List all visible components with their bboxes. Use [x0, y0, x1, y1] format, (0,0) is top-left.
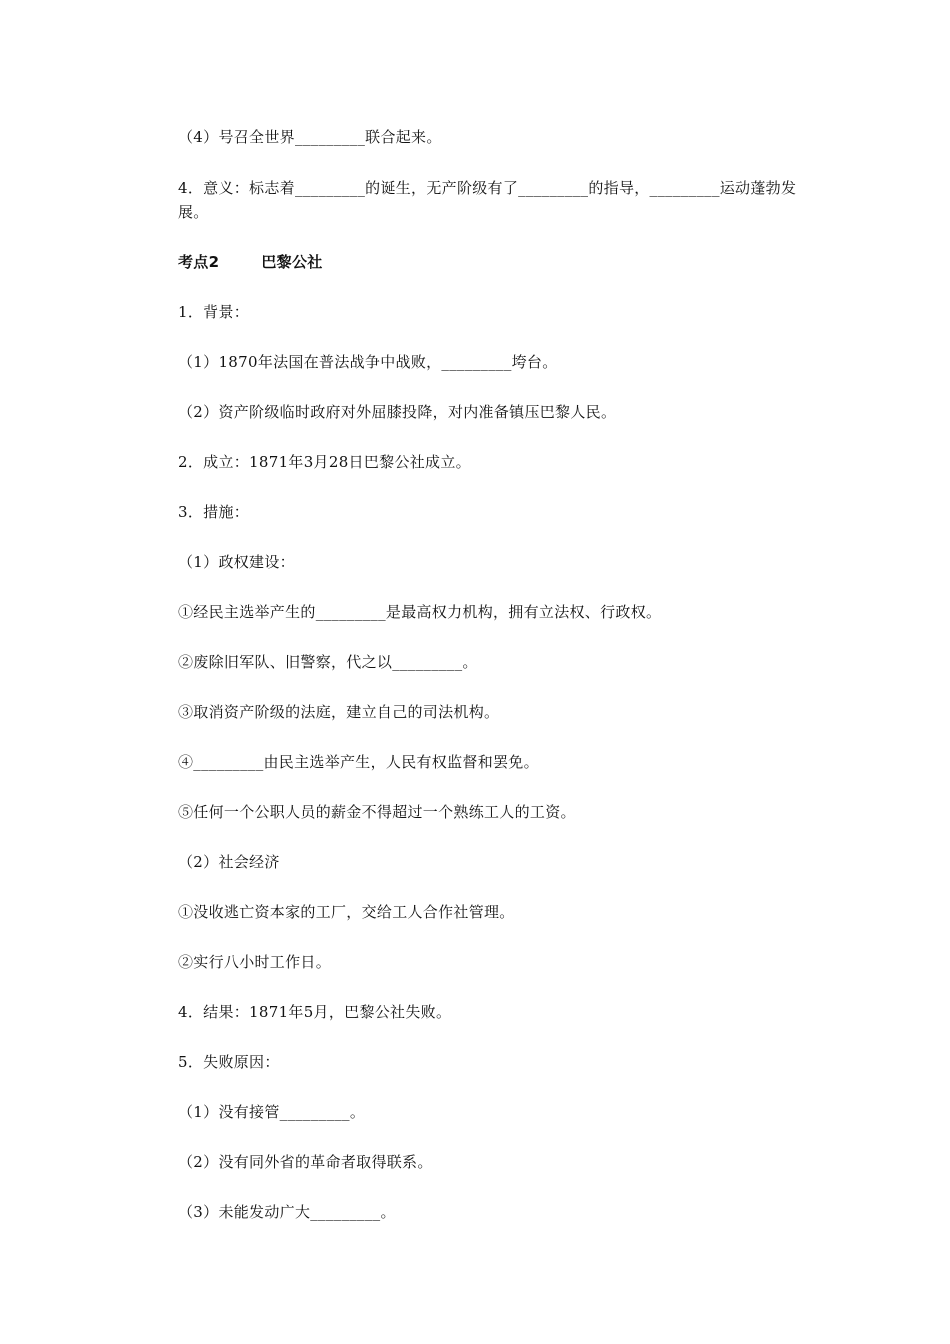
text-line: ②实行八小时工作日。 [178, 953, 332, 971]
text-line: （2）没有同外省的革命者取得联系。 [178, 1153, 433, 1171]
text-line: （2）社会经济 [178, 853, 280, 871]
section-heading [178, 251, 323, 273]
text-line: ④_________由民主选举产生，人民有权监督和罢免。 [178, 753, 539, 771]
text-line: （1）没有接管_________。 [178, 1103, 366, 1121]
text-line: ⑤任何一个公职人员的薪金不得超过一个熟练工人的工资。 [178, 803, 576, 821]
text-line: （3）未能发动广大_________。 [178, 1203, 396, 1221]
text-line: （1）政权建设： [178, 553, 295, 571]
text-line: 5．失败原因： [178, 1053, 280, 1071]
text-line: （2）资产阶级临时政府对外屈膝投降，对内准备镇压巴黎人民。 [178, 403, 617, 421]
text-line: （4）号召全世界_________联合起来。 [178, 128, 442, 146]
text-line: ③取消资产阶级的法庭，建立自己的司法机构。 [178, 703, 500, 721]
text-line: 4．结果：1871年5月，巴黎公社失败。 [178, 1003, 452, 1021]
text-line: 2．成立：1871年3月28日巴黎公社成立。 [178, 453, 471, 471]
text-line: ②废除旧军队、旧警察，代之以_________。 [178, 653, 478, 671]
text-line: 3．措施： [178, 503, 250, 521]
heading-title: 巴黎公社 [261, 253, 323, 271]
text-line: 1．背景： [178, 303, 250, 321]
text-line: ①经民主选举产生的_________是最高权力机构，拥有立法权、行政权。 [178, 603, 662, 621]
heading-label: 考点2 [178, 253, 220, 271]
text-line: （1）1870年法国在普法战争中战败，_________垮台。 [178, 353, 558, 371]
text-line: ①没收逃亡资本家的工厂，交给工人合作社管理。 [178, 903, 515, 921]
text-paragraph: 4．意义：标志着_________的诞生，无产阶级有了_________的指导，_________运动蓬勃发展。 [178, 179, 797, 221]
